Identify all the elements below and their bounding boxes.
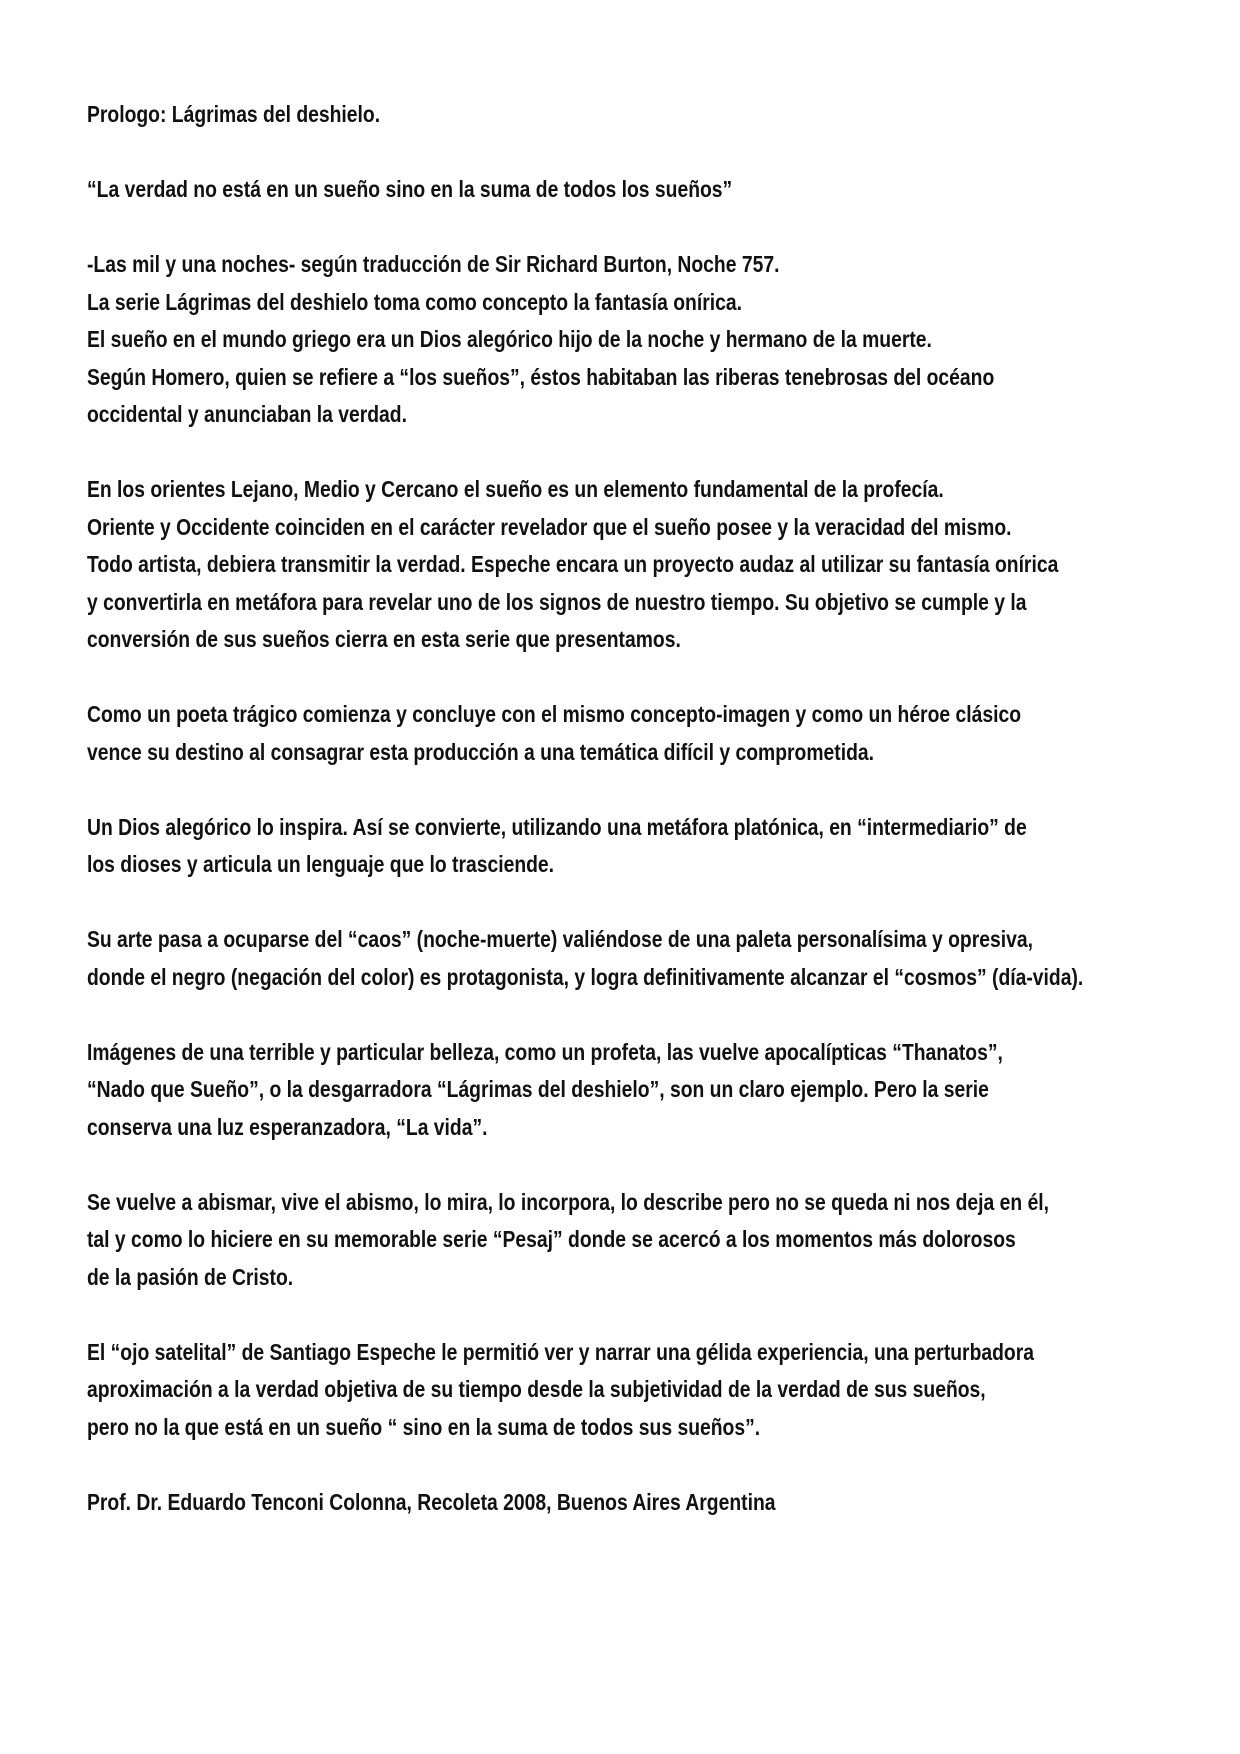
- paragraph-7-line-1: Se vuelve a abismar, vive el abismo, lo mira, lo incorpora, lo describe pero no se queda ni nos deja en él,: [87, 1188, 1050, 1215]
- paragraph-3-line-2: vence su destino al consagrar esta producción a una temática difícil y comprometida.: [87, 738, 874, 765]
- paragraph-7-line-2: tal y como lo hiciere en su memorable serie “Pesaj” donde se acercó a los momentos más dolorosos: [87, 1226, 1016, 1252]
- paragraph-gap: [87, 659, 1028, 697]
- paragraph-1-line-4: Según Homero, quien se refiere a “los sueños”, éstos habitaban las riberas tenebrosas del océano: [87, 363, 995, 390]
- document-body: [87, 96, 1084, 1521]
- paragraph-7-line-3: de la pasión de Cristo.: [87, 1263, 294, 1290]
- paragraph-1-line-1: -Las mil y una noches- según traducción de Sir Richard Burton, Noche 757.: [87, 251, 780, 277]
- paragraph-6-line-2: “Nado que Sueño”, o la desgarradora “Lágrimas del deshielo”, son un claro ejemplo. Pero la serie: [87, 1076, 989, 1102]
- paragraph-1-line-3: El sueño en el mundo griego era un Dios alegórico hijo de la noche y hermano de la muerte.: [87, 326, 932, 352]
- paragraph-2-line-2: Oriente y Occidente coinciden en el carácter revelador que el sueño posee y la veracidad del mismo.: [87, 513, 1012, 540]
- paragraph-gap: [87, 134, 1028, 172]
- paragraph-5-line-2: donde el negro (negación del color) es protagonista, y logra definitivamente alcanzar el “cosmos” (día-vida).: [87, 963, 1084, 990]
- paragraph-gap: [87, 1296, 1028, 1334]
- paragraph-gap: [87, 434, 1028, 472]
- paragraph-2-line-1: En los orientes Lejano, Medio y Cercano el sueño es un elemento fundamental de la profecía.: [87, 476, 944, 502]
- paragraph-5-line-1: Su arte pasa a ocuparse del “caos” (noche-muerte) valiéndose de una paleta personalísima y opresiva,: [87, 926, 1033, 952]
- paragraph-2-line-3: Todo artista, debiera transmitir la verdad. Espeche encara un proyecto audaz al utilizar su fantasía onírica: [87, 551, 1059, 577]
- document-title: Prologo: Lágrimas del deshielo.: [87, 101, 381, 127]
- paragraph-1-line-5: occidental y anunciaban la verdad.: [87, 401, 407, 427]
- paragraph-gap: [87, 884, 1028, 922]
- paragraph-2-line-5: conversión de sus sueños cierra en esta serie que presentamos.: [87, 626, 681, 652]
- paragraph-8-line-3: pero no la que está en un sueño “ sino en la suma de todos sus sueños”.: [87, 1413, 761, 1440]
- signature: Prof. Dr. Eduardo Tenconi Colonna, Recoleta 2008, Buenos Aires Argentina: [87, 1488, 776, 1515]
- paragraph-3-line-1: Como un poeta trágico comienza y concluye con el mismo concepto-imagen y como un héroe clásico: [87, 701, 1022, 727]
- paragraph-2-line-4: y convertirla en metáfora para revelar uno de los signos de nuestro tiempo. Su objetivo se cumple y la: [87, 588, 1027, 615]
- paragraph-gap: [87, 1146, 1028, 1184]
- paragraph-4-line-2: los dioses y articula un lenguaje que lo trasciende.: [87, 851, 555, 877]
- paragraph-gap: [87, 771, 1028, 809]
- paragraph-6-line-3: conserva una luz esperanzadora, “La vida”.: [87, 1113, 488, 1140]
- paragraph-1-line-2: La serie Lágrimas del deshielo toma como concepto la fantasía onírica.: [87, 288, 742, 315]
- paragraph-gap: [87, 1446, 1028, 1484]
- epigraph: “La verdad no está en un sueño sino en la suma de todos los sueños”: [87, 176, 733, 202]
- paragraph-4-line-1: Un Dios alegórico lo inspira. Así se convierte, utilizando una metáfora platónica, en “intermediario” de: [87, 813, 1027, 840]
- paragraph-8-line-1: El “ojo satelital” de Santiago Espeche le permitió ver y narrar una gélida experiencia, una perturbadora: [87, 1338, 1034, 1365]
- paragraph-gap: [87, 209, 1028, 247]
- paragraph-6-line-1: Imágenes de una terrible y particular belleza, como un profeta, las vuelve apocalípticas “Thanatos”,: [87, 1038, 1003, 1065]
- paragraph-gap: [87, 996, 1028, 1034]
- paragraph-8-line-2: aproximación a la verdad objetiva de su tiempo desde la subjetividad de la verdad de sus sueños,: [87, 1376, 986, 1402]
